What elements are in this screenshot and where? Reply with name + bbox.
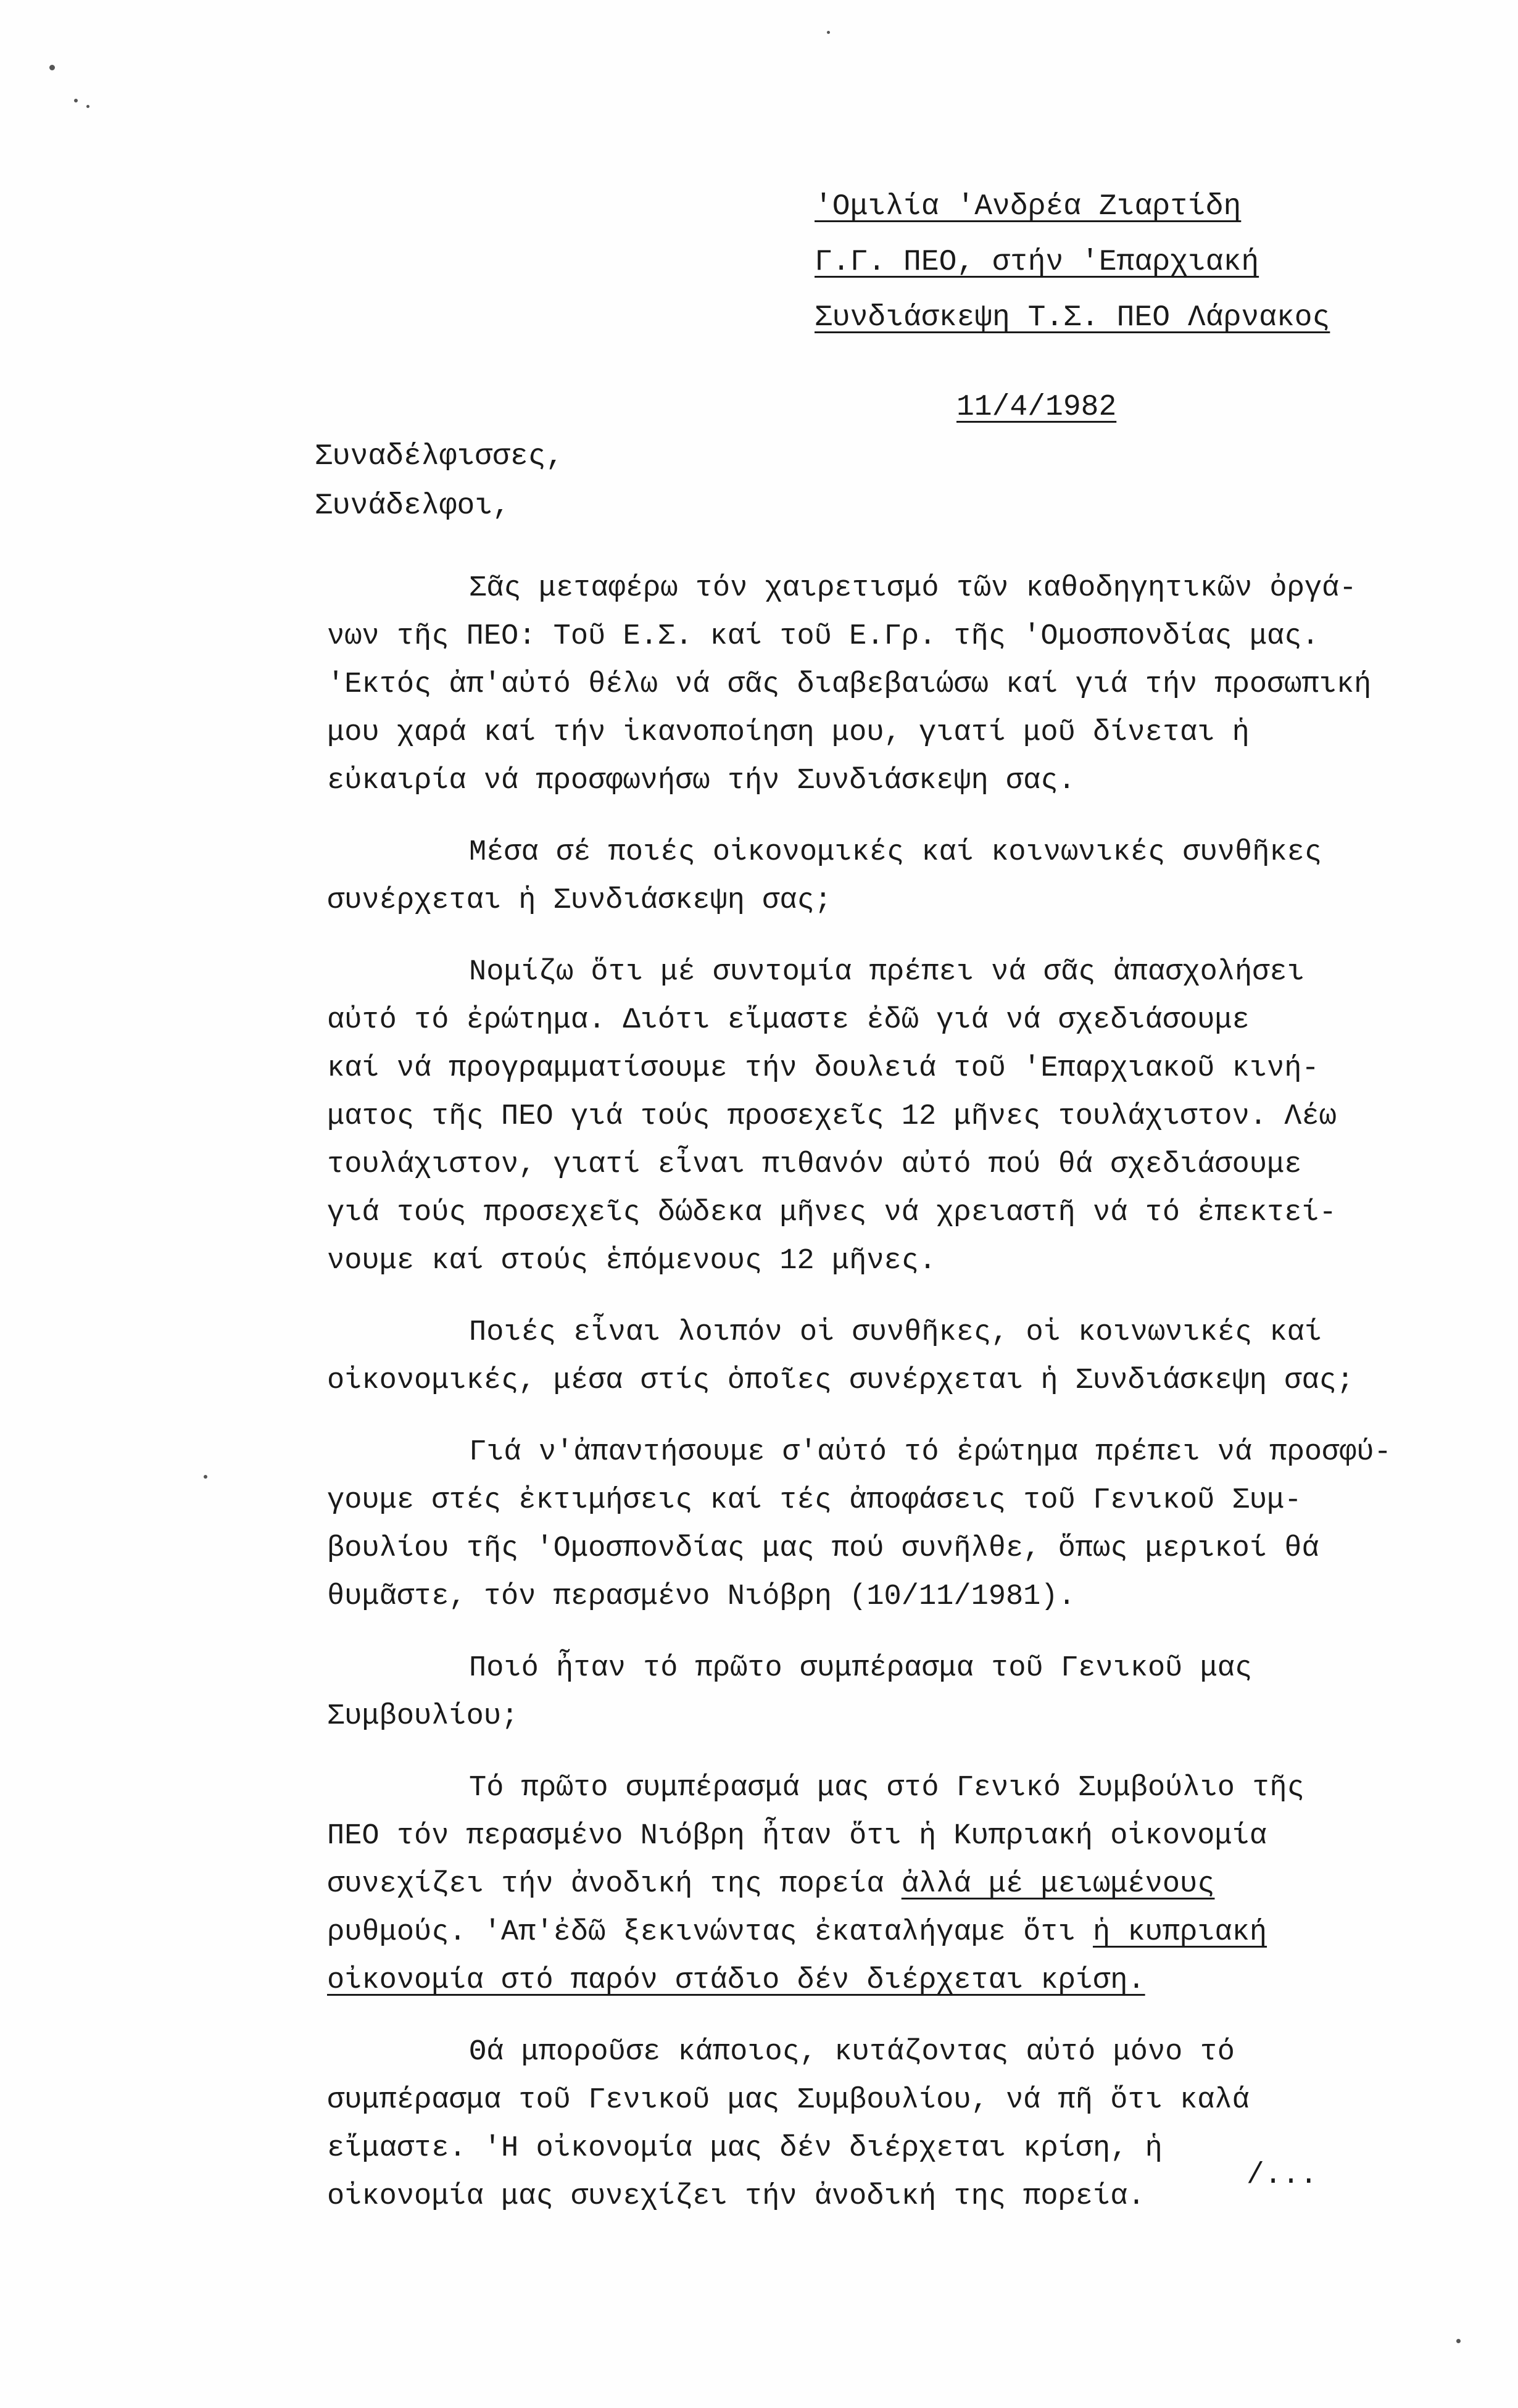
- text-line: νουμε καί στούς ἑπόμενους 12 μῆνες.: [327, 1245, 937, 1277]
- underlined-text-line: οἰκονομία στό παρόν στάδιο δέν διέρχεται κρίση.: [327, 1964, 1145, 1997]
- underlined-text: ἀλλά μέ μειωμένους: [901, 1868, 1215, 1901]
- header-line-3: Συνδιάσκεψη Τ.Σ. ΠΕΟ Λάρνακος: [815, 301, 1330, 334]
- header-line-1: 'Ομιλία 'Ανδρέα Ζιαρτίδη: [815, 190, 1242, 223]
- text-line: γουμε στές ἐκτιμήσεις καί τές ἀποφάσεις τοῦ Γενικοῦ Συμ-: [327, 1484, 1302, 1517]
- text-line: Συμβουλίου;: [327, 1700, 519, 1733]
- paragraph-5: [327, 1429, 1425, 1621]
- text-line: τουλάχιστον, γιατί εἶναι πιθανόν αὐτό πού θά σχεδιάσουμε: [327, 1148, 1302, 1181]
- paragraph-6: [327, 1645, 1425, 1741]
- text-line: Γιά ν'ἀπαντήσουμε σ'αὐτό τό ἐρώτημα πρέπει νά προσφύ-: [469, 1436, 1392, 1469]
- text-line: εὐκαιρία νά προσφωνήσω τήν Συνδιάσκεψη σας.: [327, 765, 1076, 797]
- text-line: συνέρχεται ἡ Συνδιάσκεψη σας;: [327, 884, 832, 917]
- text-line: εἴμαστε. 'Η οἰκονομία μας δέν διέρχεται κρίση, ἡ: [327, 2132, 1163, 2165]
- text-line: Σᾶς μεταφέρω τόν χαιρετισμό τῶν καθοδηγητικῶν ὀργά-: [469, 572, 1357, 605]
- text-line: καί νά προγραμματίσουμε τήν δουλειά τοῦ 'Επαρχιακοῦ κινή-: [327, 1052, 1319, 1085]
- text-line: βουλίου τῆς 'Ομοσπονδίας μας πού συνῆλθε, ὅπως μερικοί θά: [327, 1532, 1319, 1565]
- paragraph-2: [327, 829, 1425, 925]
- scan-speck: [49, 65, 55, 70]
- salutation: [315, 432, 563, 531]
- text-line: ΠΕΟ τόν περασμένο Νιόβρη ἦταν ὅτι ἡ Κυπριακή οἰκονομία: [327, 1820, 1267, 1853]
- text-segment: ρυθμούς. 'Απ'ἐδῶ ξεκινώντας ἐκαταλήγαμε ὅτι: [327, 1916, 1093, 1949]
- text-line: συμπέρασμα τοῦ Γενικοῦ μας Συμβουλίου, νά πῆ ὅτι καλά: [327, 2084, 1250, 2117]
- continuation-mark: /...: [1246, 2159, 1318, 2192]
- salutation-line-1: Συναδέλφισσες,: [315, 440, 564, 473]
- text-line: Νομίζω ὅτι μέ συντομία πρέπει νά σᾶς ἀπασχολήσει: [469, 956, 1304, 989]
- paragraph-1: [327, 565, 1425, 805]
- header-line-2: Γ.Γ. ΠΕΟ, στήν 'Επαρχιακή: [815, 246, 1259, 279]
- text-line: Μέσα σέ ποιές οἰκονομικές καί κοινωνικές συνθῆκες: [469, 836, 1322, 869]
- paragraph-4: [327, 1309, 1425, 1405]
- text-segment: συνεχίζει τήν ἀνοδική της πορεία: [327, 1868, 902, 1901]
- salutation-line-2: Συνάδελφοι,: [315, 489, 510, 523]
- text-line: θυμᾶστε, τόν περασμένο Νιόβρη (10/11/1981).: [327, 1580, 1076, 1613]
- paragraph-3: [327, 949, 1425, 1285]
- text-line: αὐτό τό ἐρώτημα. Διότι εἴμαστε ἐδῶ γιά νά σχεδιάσουμε: [327, 1004, 1250, 1037]
- text-line: [327, 1861, 1425, 1909]
- text-line: Τό πρῶτο συμπέρασμά μας στό Γενικό Συμβούλιο τῆς: [469, 1772, 1304, 1804]
- letter-body: [327, 565, 1425, 2244]
- text-line: οἰκονομία μας συνεχίζει τήν ἀνοδική της πορεία.: [327, 2180, 1145, 2213]
- text-line: Ποιές εἶναι λοιπόν οἱ συνθῆκες, οἱ κοινωνικές καί: [469, 1316, 1322, 1349]
- scan-speck: [74, 99, 78, 102]
- text-line: 'Εκτός ἀπ'αὐτό θέλω νά σᾶς διαβεβαιώσω καί γιά τήν προσωπική: [327, 668, 1372, 701]
- scan-speck: [1456, 2339, 1461, 2343]
- scan-speck: [86, 105, 89, 108]
- text-line: οἰκονομικές, μέσα στίς ὁποῖες συνέρχεται ἡ Συνδιάσκεψη σας;: [327, 1364, 1354, 1397]
- header-date: 11/4/1982: [956, 391, 1117, 424]
- text-line: [327, 1909, 1425, 1957]
- text-line: νων τῆς ΠΕΟ: Τοῦ Ε.Σ. καί τοῦ Ε.Γρ. τῆς 'Ομοσπονδίας μας.: [327, 620, 1319, 653]
- underlined-text: ἡ κυπριακή: [1093, 1916, 1267, 1949]
- text-line: μου χαρά καί τήν ἱκανοποίηση μου, γιατί μοῦ δίνεται ἡ: [327, 716, 1250, 749]
- text-line: Θά μποροῦσε κάποιος, κυτάζοντας αὐτό μόνο τό: [469, 2036, 1235, 2069]
- scan-speck: [827, 31, 830, 34]
- text-line: γιά τούς προσεχεῖς δώδεκα μῆνες νά χρειαστῆ νά τό ἐπεκτεί-: [327, 1197, 1337, 1229]
- text-line: ματος τῆς ΠΕΟ γιά τούς προσεχεῖς 12 μῆνες τουλάχιστον. Λέω: [327, 1100, 1337, 1133]
- scan-speck: [204, 1475, 207, 1479]
- paragraph-7: [327, 1764, 1425, 2005]
- text-line: Ποιό ἦταν τό πρῶτο συμπέρασμα τοῦ Γενικοῦ μας: [469, 1652, 1253, 1685]
- letter-header: [815, 179, 1407, 432]
